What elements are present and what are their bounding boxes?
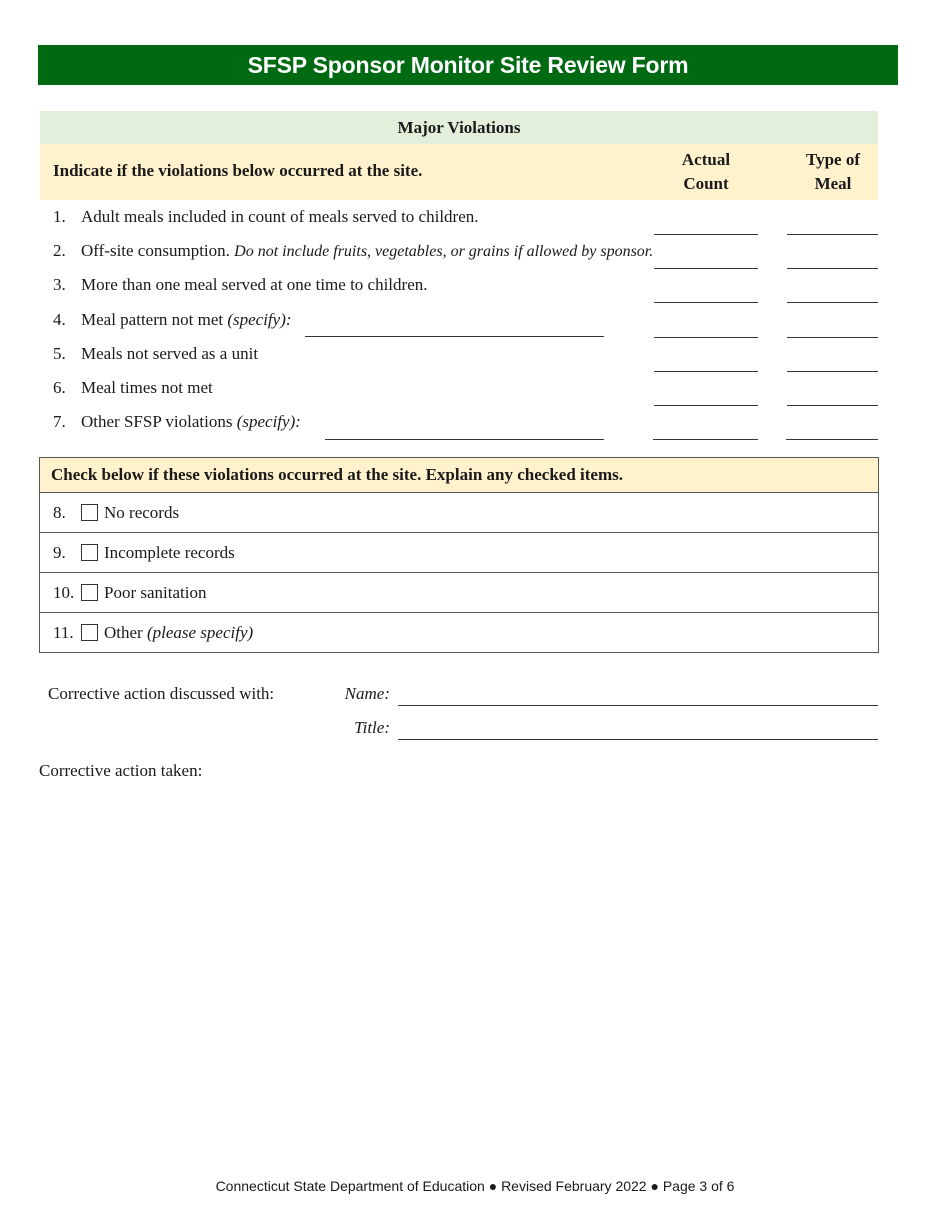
- check-label: Incomplete records: [104, 542, 235, 562]
- violation-text: [81, 207, 479, 227]
- form-title-banner: [38, 45, 898, 85]
- violation-label: Adult meals included in count of meals served to children.: [81, 207, 479, 226]
- major-violations-title: [40, 111, 878, 144]
- actual-count-field[interactable]: [653, 439, 758, 440]
- form-title: SFSP Sponsor Monitor Site Review Form: [247, 51, 689, 78]
- violation-number: 5.: [53, 344, 66, 363]
- corrective-taken-label: Corrective action taken:: [39, 761, 203, 780]
- violation-label: More than one meal served at one time to children.: [81, 275, 428, 294]
- type-of-meal-header-line2: Meal: [814, 174, 852, 193]
- incomplete-records-checkbox[interactable]: [81, 544, 98, 561]
- other-checkbox[interactable]: [81, 624, 98, 641]
- checked-violations-table: [39, 457, 879, 653]
- violation-label: Meal times not met: [81, 378, 213, 397]
- actual-count-field[interactable]: [654, 302, 758, 303]
- check-label: No records: [104, 502, 180, 522]
- footer-text: Connecticut State Department of Education ● Revised February 2022 ● Page 3 of 6: [215, 1178, 735, 1194]
- violation-note: (specify):: [227, 310, 292, 329]
- no-records-checkbox[interactable]: [81, 504, 98, 521]
- type-of-meal-header: [788, 148, 878, 196]
- check-row-incomplete-records: [40, 533, 878, 573]
- violation-row-1: [40, 201, 878, 235]
- check-label: Poor sanitation: [104, 582, 207, 602]
- violation-row-4: [40, 304, 878, 338]
- check-number: 9.: [53, 542, 66, 562]
- violation-row-7: [40, 406, 878, 440]
- violation-note: (specify):: [236, 412, 301, 431]
- violation-row-2: [40, 235, 878, 269]
- violation-label: Meals not served as a unit: [81, 344, 259, 363]
- violation-number: 1.: [53, 207, 66, 226]
- actual-count-header: [652, 148, 760, 196]
- name-label: Name:: [344, 684, 390, 703]
- check-number: 10.: [53, 582, 75, 602]
- title-field[interactable]: [398, 739, 878, 740]
- check-row-poor-sanitation: [40, 573, 878, 613]
- check-number: 8.: [53, 502, 66, 522]
- violation-number: 3.: [53, 275, 66, 294]
- violation-note: Do not include fruits, vegetables, or grains if allowed by sponsor.: [234, 243, 654, 260]
- violation-label: Off-site consumption.: [81, 241, 235, 260]
- check-note: (please specify): [146, 622, 254, 642]
- actual-count-header-line2: Count: [683, 174, 729, 193]
- page-footer: [0, 1178, 950, 1194]
- actual-count-header-line1: Actual: [681, 150, 731, 169]
- violation-text: [81, 275, 428, 295]
- violation-number: 7.: [53, 412, 66, 431]
- violation-row-3: [40, 269, 878, 303]
- check-row-other: [40, 613, 878, 652]
- other-violation-specify-field[interactable]: [325, 439, 604, 440]
- meal-pattern-specify-field[interactable]: [305, 336, 604, 337]
- major-instruction: Indicate if the violations below occurred at the site.: [53, 161, 423, 180]
- violation-text: [81, 412, 301, 432]
- type-of-meal-header-line1: Type of: [806, 150, 860, 169]
- checks-instruction: Check below if these violations occurred at the site. Explain any checked items.: [51, 465, 623, 484]
- check-number: 11.: [53, 622, 74, 642]
- violation-label: Other SFSP violations: [81, 412, 237, 431]
- type-of-meal-field[interactable]: [786, 439, 878, 440]
- major-violations-header: [40, 144, 878, 200]
- check-row-no-records: [40, 493, 878, 533]
- violation-row-5: [40, 338, 878, 372]
- corrective-discussed-label: Corrective action discussed with:: [48, 684, 275, 703]
- violation-text: [81, 344, 258, 364]
- section-title-text: Major Violations: [397, 117, 521, 137]
- violation-text: [81, 378, 213, 398]
- violation-text: [81, 241, 653, 261]
- title-label: Title:: [354, 718, 390, 737]
- violation-number: 4.: [53, 310, 66, 329]
- check-label: Other: [104, 622, 147, 642]
- checked-violations-header: [40, 458, 878, 493]
- type-of-meal-field[interactable]: [787, 302, 878, 303]
- name-field[interactable]: [398, 705, 878, 706]
- check-label-wrap: [104, 623, 253, 643]
- poor-sanitation-checkbox[interactable]: [81, 584, 98, 601]
- violation-label: Meal pattern not met: [81, 310, 228, 329]
- violation-number: 2.: [53, 241, 66, 260]
- violation-number: 6.: [53, 378, 66, 397]
- violation-text: [81, 310, 292, 330]
- violation-row-6: [40, 372, 878, 406]
